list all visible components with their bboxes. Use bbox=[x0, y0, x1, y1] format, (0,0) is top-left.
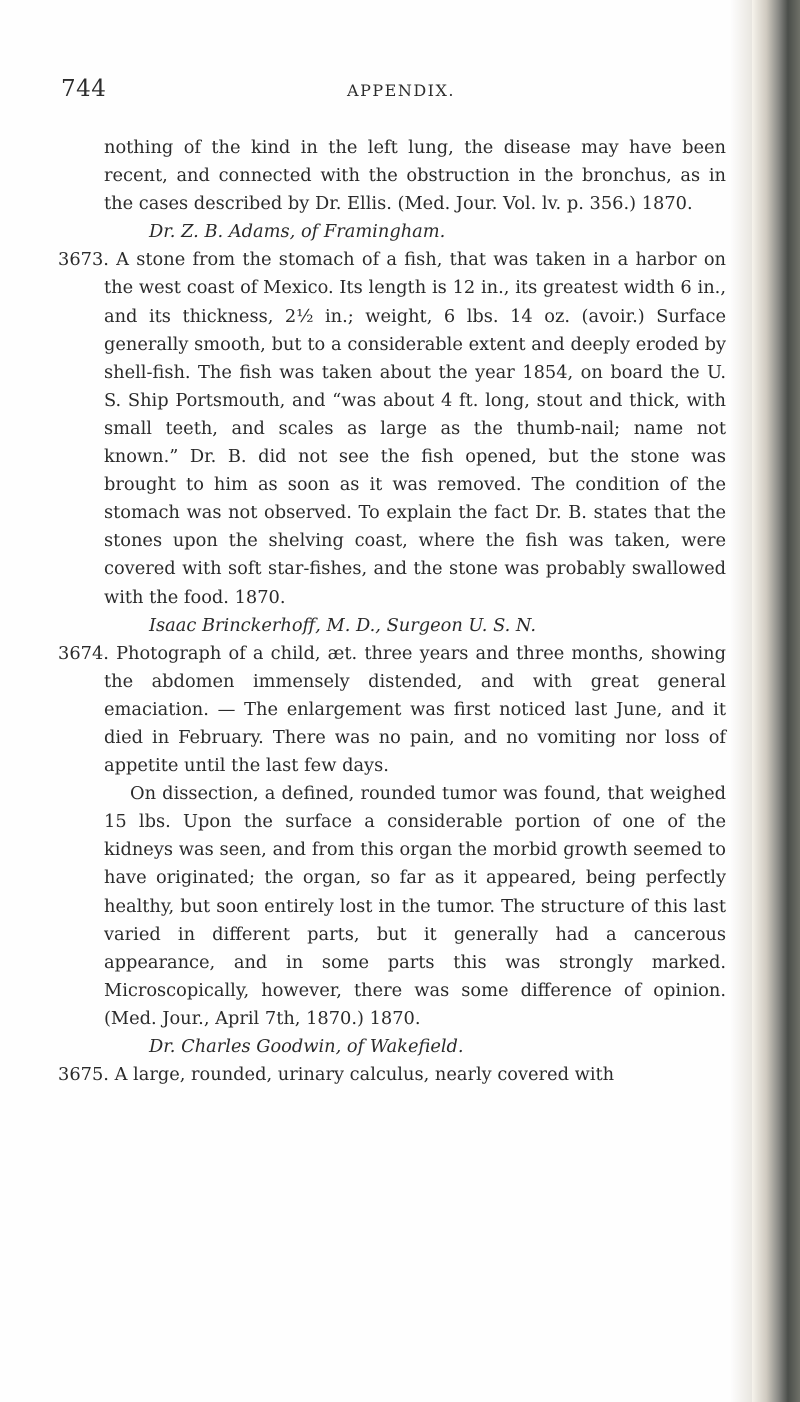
entry-3674 bbox=[58, 640, 726, 780]
paragraph-continuation: nothing of the kind in the left lung, the disease may have been recent, and connected with the obstruction in the bronchus, as in the cases described by Dr. Ellis. (Med. Jour. Vol. lv. p. 356.) 1870. bbox=[104, 137, 726, 215]
page-number: 744 bbox=[61, 76, 107, 102]
entry-3674-continuation: On dissection, a defined, rounded tumor was found, that weighed 15 lbs. Upon the surface a considerable portion of one of the kidneys was seen, and from this organ the morbid growth seemed to have originated; the organ, so far as it appeared, being perfectly healthy, but soon entirely lost in the tumor. The structure of this last varied in different parts, but it generally had a cancerous appearance, and in some parts this was strongly marked. Microscopically, however, there was some difference of opinion. (Med. Jour., April 7th, 1870.) 1870. bbox=[104, 783, 726, 1029]
entry-number: 3674. bbox=[58, 642, 109, 664]
entry-number: 3673. bbox=[58, 249, 109, 271]
page-edge bbox=[752, 0, 800, 1402]
entry-3675 bbox=[58, 1061, 726, 1089]
entry-text: A large, rounded, urinary calculus, nearly covered with bbox=[114, 1064, 615, 1086]
running-title: APPENDIX. bbox=[347, 81, 455, 100]
signature-place: , of Framingham. bbox=[289, 221, 446, 243]
entry-text: A stone from the stomach of a fish, that was taken in a harbor on the west coast of Mexico. Its length is 12 in., its greatest width 6 in., and its thickness, 2½ in.; weight, 6 lbs. 14 oz. (avoir.) Surface generally smooth, but to a considerable extent and deeply eroded by shell-fish. The fish was taken about the year 1854, on board the U. S. Ship Portsmouth, and “was about 4 ft. long, stout and thick, with small teeth, and scales as large as the thumb-nail; name not known.” Dr. B. did not see the fish opened, but the stone was brought to him as soon as it was removed. The condition of the stomach was not observed. To explain the fact Dr. B. states that the stones upon the shelving coast, where the fish was taken, were covered with soft star-fishes, and the stone was probably swallowed with the food. 1870. bbox=[104, 249, 726, 608]
signature-brinckerhoff: Isaac Brinckerhoff, M. D., Surgeon U. S. N. bbox=[149, 614, 537, 636]
page-edge-shadow bbox=[730, 0, 752, 1402]
entry-number: 3675. bbox=[58, 1064, 109, 1086]
signature-adams bbox=[104, 218, 726, 246]
body-text bbox=[58, 134, 726, 1089]
page-header bbox=[61, 76, 741, 116]
entry-3673 bbox=[58, 246, 726, 611]
signature-goodwin: Dr. Charles Goodwin, of Wakefield. bbox=[149, 1036, 464, 1057]
signature-name: Dr. Z. B. Adams bbox=[149, 221, 290, 243]
entry-text: Photograph of a child, æt. three years and three months, showing the abdomen immensely distended, and with great general emaciation. — The enlargement was first noticed last June, and it died in February. There was no pain, and no vomiting nor loss of appetite until the last few days. bbox=[104, 642, 726, 777]
